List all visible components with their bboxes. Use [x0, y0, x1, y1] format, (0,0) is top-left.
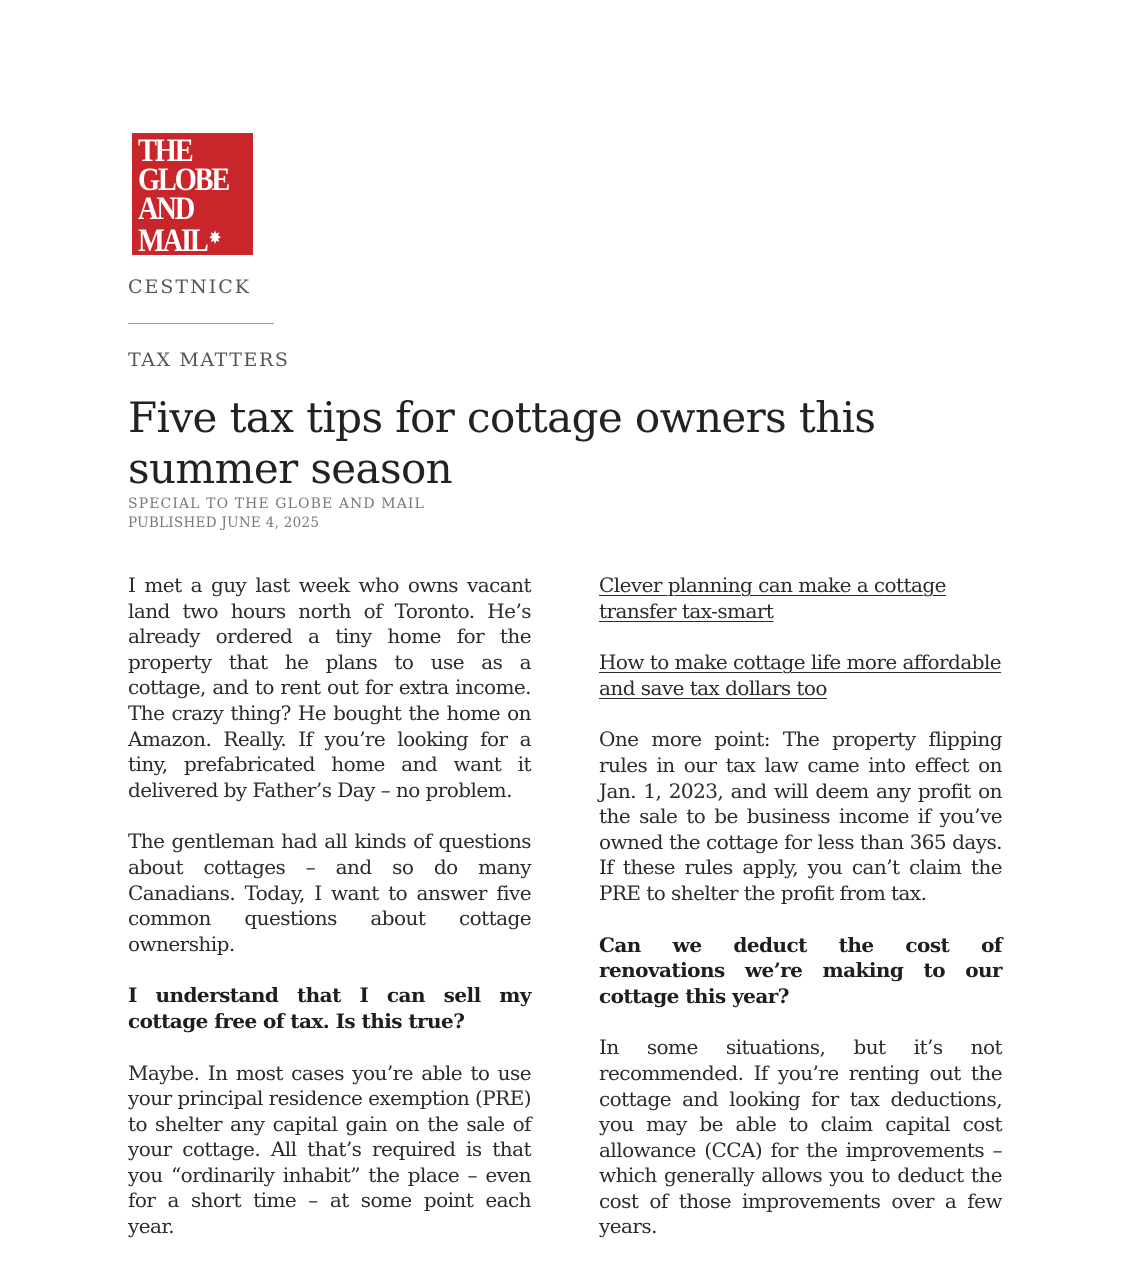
article-kicker[interactable]: TAX MATTERS [128, 349, 290, 371]
globe-and-mail-logo [132, 133, 253, 259]
paragraph: Maybe. In most cases you’re able to use your principal residence exemption (PRE) to shelter any capital gain on the sale of your cottage. All that’s required is that you “ordinarily inhabit” the place – even for a short time – at some point each year. [128, 1060, 531, 1239]
question-heading: I understand that I can sell my cottage free of tax. Is this true? [128, 983, 531, 1033]
article-headline: Five tax tips for cottage owners this summer season [128, 393, 876, 493]
maple-leaf-icon: ✸ [209, 230, 221, 247]
logo-line-4 [138, 223, 237, 259]
publish-date: PUBLISHED JUNE 4, 2025 [128, 515, 320, 531]
paragraph: In some situations, but it’s not recommended. If you’re renting out the cottage and looking for tax deductions, you may be able to claim capital cost allowance (CCA) for the improvements – which generally allows you to deduct the cost of those improvements over a few years. [599, 1035, 1002, 1239]
article-column-right [599, 573, 1002, 1266]
related-link-cottage-affordable[interactable]: How to make cottage life more affordable and save tax dollars too [599, 650, 1002, 700]
section-divider [128, 323, 274, 324]
question-heading: Can we deduct the cost of renovations we’re making to our cottage this year? [599, 932, 1002, 1008]
paragraph: One more point: The property flipping rules in our tax law came into effect on Jan. 1, 2023, and will deem any profit on the sale to be business income if you’ve owned the cottage for less than 365 days. If these rules apply, you can’t claim the PRE to shelter the profit from tax. [599, 727, 1002, 905]
related-link-cottage-transfer[interactable]: Clever planning can make a cottage transfer tax-smart [599, 573, 946, 623]
related-link-item [599, 650, 1002, 701]
logo-line-3: AND [138, 191, 194, 227]
paragraph: I met a guy last week who owns vacant land two hours north of Toronto. He’s already ordered a tiny home for the property that he plans to use as a cottage, and to rent out for extra income. The crazy thing? He bought the home on Amazon. Really. If you’re looking for a tiny, prefabricated home and want it delivered by Father’s Day – no problem. [128, 573, 531, 802]
logo-line-1: THE [138, 133, 192, 169]
logo-line-2: GLOBE [138, 162, 229, 198]
logo-line-4-text: MAIL [138, 223, 207, 259]
section-name[interactable]: CESTNICK [128, 276, 251, 298]
paragraph: The gentleman had all kinds of questions about cottages – and so do many Canadians. Today, I want to answer five common questions about cottage ownership. [128, 829, 531, 956]
related-link-item [599, 573, 1002, 624]
article-byline: SPECIAL TO THE GLOBE AND MAIL [128, 496, 425, 512]
article-column-left [128, 573, 531, 1266]
